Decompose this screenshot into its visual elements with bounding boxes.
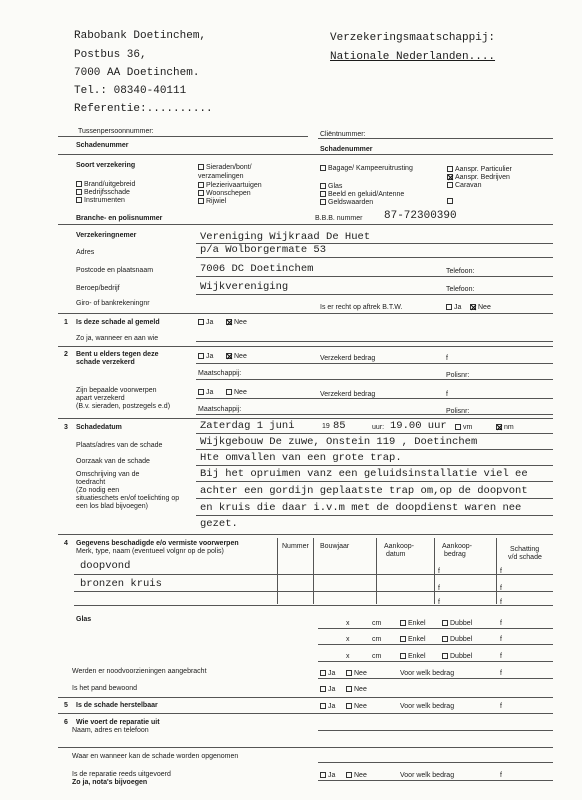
checkbox: [198, 164, 204, 170]
glass-single[interactable]: Enkel: [400, 619, 426, 628]
q3-year[interactable]: 85: [333, 420, 346, 432]
currency-f: f: [438, 599, 440, 606]
glass-cm: cm: [372, 620, 382, 627]
emergency-label: Werden er noodvoorzieningen aangebracht: [72, 668, 207, 675]
q2-question-2: schade verzekerd: [76, 359, 135, 366]
q4-col-year: Bouwjaar: [320, 543, 350, 550]
checkbox: [320, 199, 326, 205]
currency-f: f: [500, 568, 502, 575]
q4-col-purchase-date-1: Aankoop-: [384, 543, 414, 550]
q3-desc-label-1: Omschrijving van de: [76, 471, 140, 478]
postcode-label: Postcode en plaatsnaam: [76, 267, 154, 274]
emergency-no[interactable]: Nee: [346, 669, 367, 678]
bbb-label: B.B.B. nummer: [315, 215, 363, 222]
insurance-type-title: Soort verzekering: [76, 162, 136, 169]
q6-yes[interactable]: Ja: [320, 771, 335, 780]
q2-no[interactable]: Nee: [226, 352, 247, 361]
q2-company-label2: Maatschappij:: [198, 406, 242, 413]
q1-question: Is deze schade al gemeld: [76, 319, 160, 326]
q2-extra-1: Zijn bepaalde voorwerpen: [76, 387, 157, 394]
bank-name: Rabobank Doetinchem,: [74, 30, 207, 42]
insurance-type-item[interactable]: Plezierivaartuigen: [198, 181, 262, 190]
checkbox: [76, 197, 82, 203]
glass-x: x: [346, 653, 350, 660]
q2-policy-label2: Polisnr:: [446, 408, 470, 415]
q5-title: Is de schade herstelbaar: [76, 702, 158, 709]
insurance-type-item[interactable]: Woonschepen: [198, 189, 251, 198]
q2-extra-3: (B.v. sieraden, postzegels e.d): [76, 403, 171, 410]
checkbox: [320, 191, 326, 197]
q2-currency: f: [446, 355, 448, 362]
q3-desc-label-5: een los blad bijvoegen): [76, 503, 148, 510]
glass-single[interactable]: Enkel: [400, 635, 426, 644]
checkbox: [198, 182, 204, 188]
q3-place-label: Plaats/adres van de schade: [76, 442, 163, 449]
insurance-type-item[interactable]: Beeld en geluid/Antenne: [320, 190, 404, 199]
q3-time-label: uur:: [372, 424, 385, 431]
inhabited-no[interactable]: Nee: [346, 685, 367, 694]
q4-title: Gegevens beschadigde e/o vermiste voorwerpen: [76, 540, 239, 547]
bank-box: Postbus 36,: [74, 49, 147, 61]
claim-number-left: Schadenummer: [76, 142, 129, 149]
glass-x: x: [346, 620, 350, 627]
q4-col-purchase-amount-2: bedrag: [444, 551, 466, 558]
q2-question-1: Bent u elders tegen deze: [76, 351, 159, 358]
q2-no2[interactable]: Nee: [226, 388, 247, 397]
claim-number-right: Schadenummer: [320, 146, 373, 153]
q1-sub: Zo ja, wanneer en aan wie: [76, 335, 159, 342]
q3-desc-line-2[interactable]: achter een gordijn geplaatste trap om,op de doopvont: [200, 485, 528, 497]
q3-desc-label-4: situatieschets en/of toelichting op: [76, 495, 180, 502]
vat-no[interactable]: Nee: [470, 303, 491, 312]
q3-desc-line-3[interactable]: en kruis die daar i.v.m met de doopdienst waren nee: [200, 502, 522, 514]
checkbox: [198, 198, 204, 204]
giro-label: Giro- of bankrekeningnr: [76, 300, 150, 307]
checkbox[interactable]: [447, 198, 453, 204]
insurance-type-item[interactable]: Bagage/ Kampeeruitrusting: [320, 164, 430, 173]
q6-no[interactable]: Nee: [346, 771, 367, 780]
intermediary-number-label: Tussenpersoonnummer:: [78, 128, 154, 135]
currency-f: f: [500, 636, 502, 643]
inhabited-label: Is het pand bewoond: [72, 685, 137, 692]
q5-currency: f: [500, 703, 502, 710]
profession-value[interactable]: Wijkvereniging: [200, 281, 289, 293]
glass-cm: cm: [372, 636, 382, 643]
q4-col-number: Nummer: [282, 543, 309, 550]
checkbox: [76, 189, 82, 195]
q3-title: Schadedatum: [76, 424, 122, 431]
insurance-type-item[interactable]: Bedrijfsschade: [76, 188, 130, 197]
insurance-type-item[interactable]: Sieraden/bont/ verzamelingen: [198, 164, 252, 180]
checkbox: [320, 165, 326, 171]
q3-number: 3: [64, 424, 68, 431]
q4-col-estimate-1: Schatting: [510, 546, 540, 553]
currency-f: f: [438, 585, 440, 592]
insurance-type-item[interactable]: Rijwiel: [198, 197, 226, 206]
q2-extra-2: apart verzekerd: [76, 395, 125, 402]
q6-sub2: Waar en wanneer kan de schade worden opgenomen: [72, 753, 239, 760]
checkbox: [198, 190, 204, 196]
q3-cause-label: Oorzaak van de schade: [76, 458, 150, 465]
q5-amount-label: Voor welk bedrag: [400, 703, 455, 710]
insurer-name: Nationale Nederlanden....: [330, 51, 496, 63]
q6-sub3: Is de reparatie reeds uitgevoerd: [72, 771, 171, 778]
q6-currency: f: [500, 772, 502, 779]
q2-yes2[interactable]: Ja: [198, 388, 213, 397]
checkbox: [76, 181, 82, 187]
q3-desc-line-1[interactable]: Bij het opruimen vanz een geluidsinstallatie viel ee: [200, 468, 528, 480]
bank-tel: Tel.: 08340-40111: [74, 85, 187, 97]
q6-sub4: Zo ja, nota's bijvoegen: [72, 779, 148, 786]
q2-policy-label: Polisnr:: [446, 372, 470, 379]
vat-label: Is er recht op aftrek B.T.W.: [320, 304, 403, 311]
reference: Referentie:..........: [74, 103, 213, 115]
checkbox: [320, 183, 326, 189]
q5-number: 5: [64, 702, 68, 709]
q3-time[interactable]: 19.00 uur: [390, 420, 447, 432]
insurer-label: Verzekeringsmaatschappij:: [330, 32, 496, 44]
q4-col-estimate-2: v/d schade: [508, 554, 542, 561]
q4-col-purchase-date-2: datum: [386, 551, 406, 558]
currency-f: f: [500, 670, 502, 677]
q5-yes[interactable]: Ja: [320, 702, 335, 711]
item-row-2[interactable]: bronzen kruis: [80, 578, 162, 590]
checkbox-checked: [447, 174, 453, 180]
q4-col-purchase-amount-1: Aankoop-: [442, 543, 472, 550]
q3-desc-line-4[interactable]: gezet.: [200, 518, 238, 530]
q3-desc-label-3: (Zo nodig een: [76, 487, 120, 494]
currency-f: f: [500, 620, 502, 627]
glass-cm: cm: [372, 653, 382, 660]
profession-label: Beroep/bedrijf: [76, 285, 120, 292]
q4-subtitle: Merk, type, naam (eventueel volgnr op de polis): [76, 548, 224, 555]
phone-label: Telefoon:: [446, 268, 475, 275]
q3-year-prefix: 19: [322, 423, 330, 430]
q1-yes[interactable]: Ja: [198, 318, 213, 327]
q3-date[interactable]: Zaterdag 1 juni: [200, 420, 295, 432]
insurance-type-item[interactable]: Brand/uitgebreid: [76, 180, 135, 189]
branch-label: Branche- en polisnummer: [76, 215, 163, 222]
q3-place[interactable]: Wijkgebouw De zuwe, Onstein 119 , Doetinchem: [200, 436, 478, 448]
q1-number: 1: [64, 319, 68, 326]
client-number-label: Cliëntnummer:: [320, 131, 366, 138]
q3-nm[interactable]: nm: [496, 423, 514, 432]
currency-f: f: [500, 599, 502, 606]
currency-f: f: [438, 568, 440, 575]
q6-sub1: Naam, adres en telefoon: [72, 727, 149, 734]
q2-currency2: f: [446, 391, 448, 398]
q3-desc-label-2: toedracht: [76, 479, 106, 486]
q4-number: 4: [64, 540, 68, 547]
q5-no[interactable]: Nee: [346, 702, 367, 711]
q1-no[interactable]: Nee: [226, 318, 247, 327]
emergency-yes[interactable]: Ja: [320, 669, 335, 678]
address-label: Adres: [76, 249, 95, 256]
q2-amount-label2: Verzekerd bedrag: [320, 391, 376, 398]
insurance-type-item[interactable]: Aanspr. Bedrijven: [447, 173, 510, 182]
q6-amount-label: Voor welk bedrag: [400, 772, 455, 779]
insurance-type-item[interactable]: Geldswaarden: [320, 198, 373, 207]
currency-f: f: [500, 585, 502, 592]
glass-x: x: [346, 636, 350, 643]
checkbox: [447, 182, 453, 188]
q3-vm[interactable]: vm: [455, 423, 472, 432]
glass-double[interactable]: Dubbel: [442, 619, 472, 628]
q6-title: Wie voert de reparatie uit: [76, 719, 160, 726]
phone2-label: Telefoon:: [446, 286, 475, 293]
q2-amount-label: Verzekerd bedrag: [320, 355, 376, 362]
q6-number: 6: [64, 719, 68, 726]
insurance-type-item[interactable]: Aanspr. Particulier: [447, 165, 512, 174]
insured-name[interactable]: Vereniging Wijkraad De Huet: [200, 231, 371, 243]
currency-f: f: [500, 653, 502, 660]
glass-double[interactable]: Dubbel: [442, 652, 472, 661]
q2-number: 2: [64, 351, 68, 358]
inhabited-yes[interactable]: Ja: [320, 685, 335, 694]
item-row-1[interactable]: doopvond: [80, 560, 131, 572]
bank-city: 7000 AA Doetinchem.: [74, 67, 200, 79]
emergency-amount-label: Voor welk bedrag: [400, 670, 455, 677]
glass-double[interactable]: Dubbel: [442, 635, 472, 644]
vat-yes[interactable]: Ja: [446, 303, 461, 312]
insurance-type-item[interactable]: Caravan: [447, 181, 481, 190]
insurance-type-item[interactable]: Glas: [320, 182, 342, 191]
q3-cause[interactable]: Hte omvallen van een grote trap.: [200, 452, 402, 464]
address-value[interactable]: p/a Wolborgermate 53: [200, 244, 327, 256]
q2-yes[interactable]: Ja: [198, 352, 213, 361]
checkbox: [447, 166, 453, 172]
bbb-value[interactable]: 87-72300390: [384, 210, 457, 222]
q2-company-label: Maatschappij:: [198, 370, 242, 377]
insured-title: Verzekeringnemer: [76, 232, 137, 239]
insurance-type-item[interactable]: Instrumenten: [76, 196, 125, 205]
glass-single[interactable]: Enkel: [400, 652, 426, 661]
glass-label: Glas: [76, 616, 92, 623]
postcode-value[interactable]: 7006 DC Doetinchem: [200, 263, 314, 275]
